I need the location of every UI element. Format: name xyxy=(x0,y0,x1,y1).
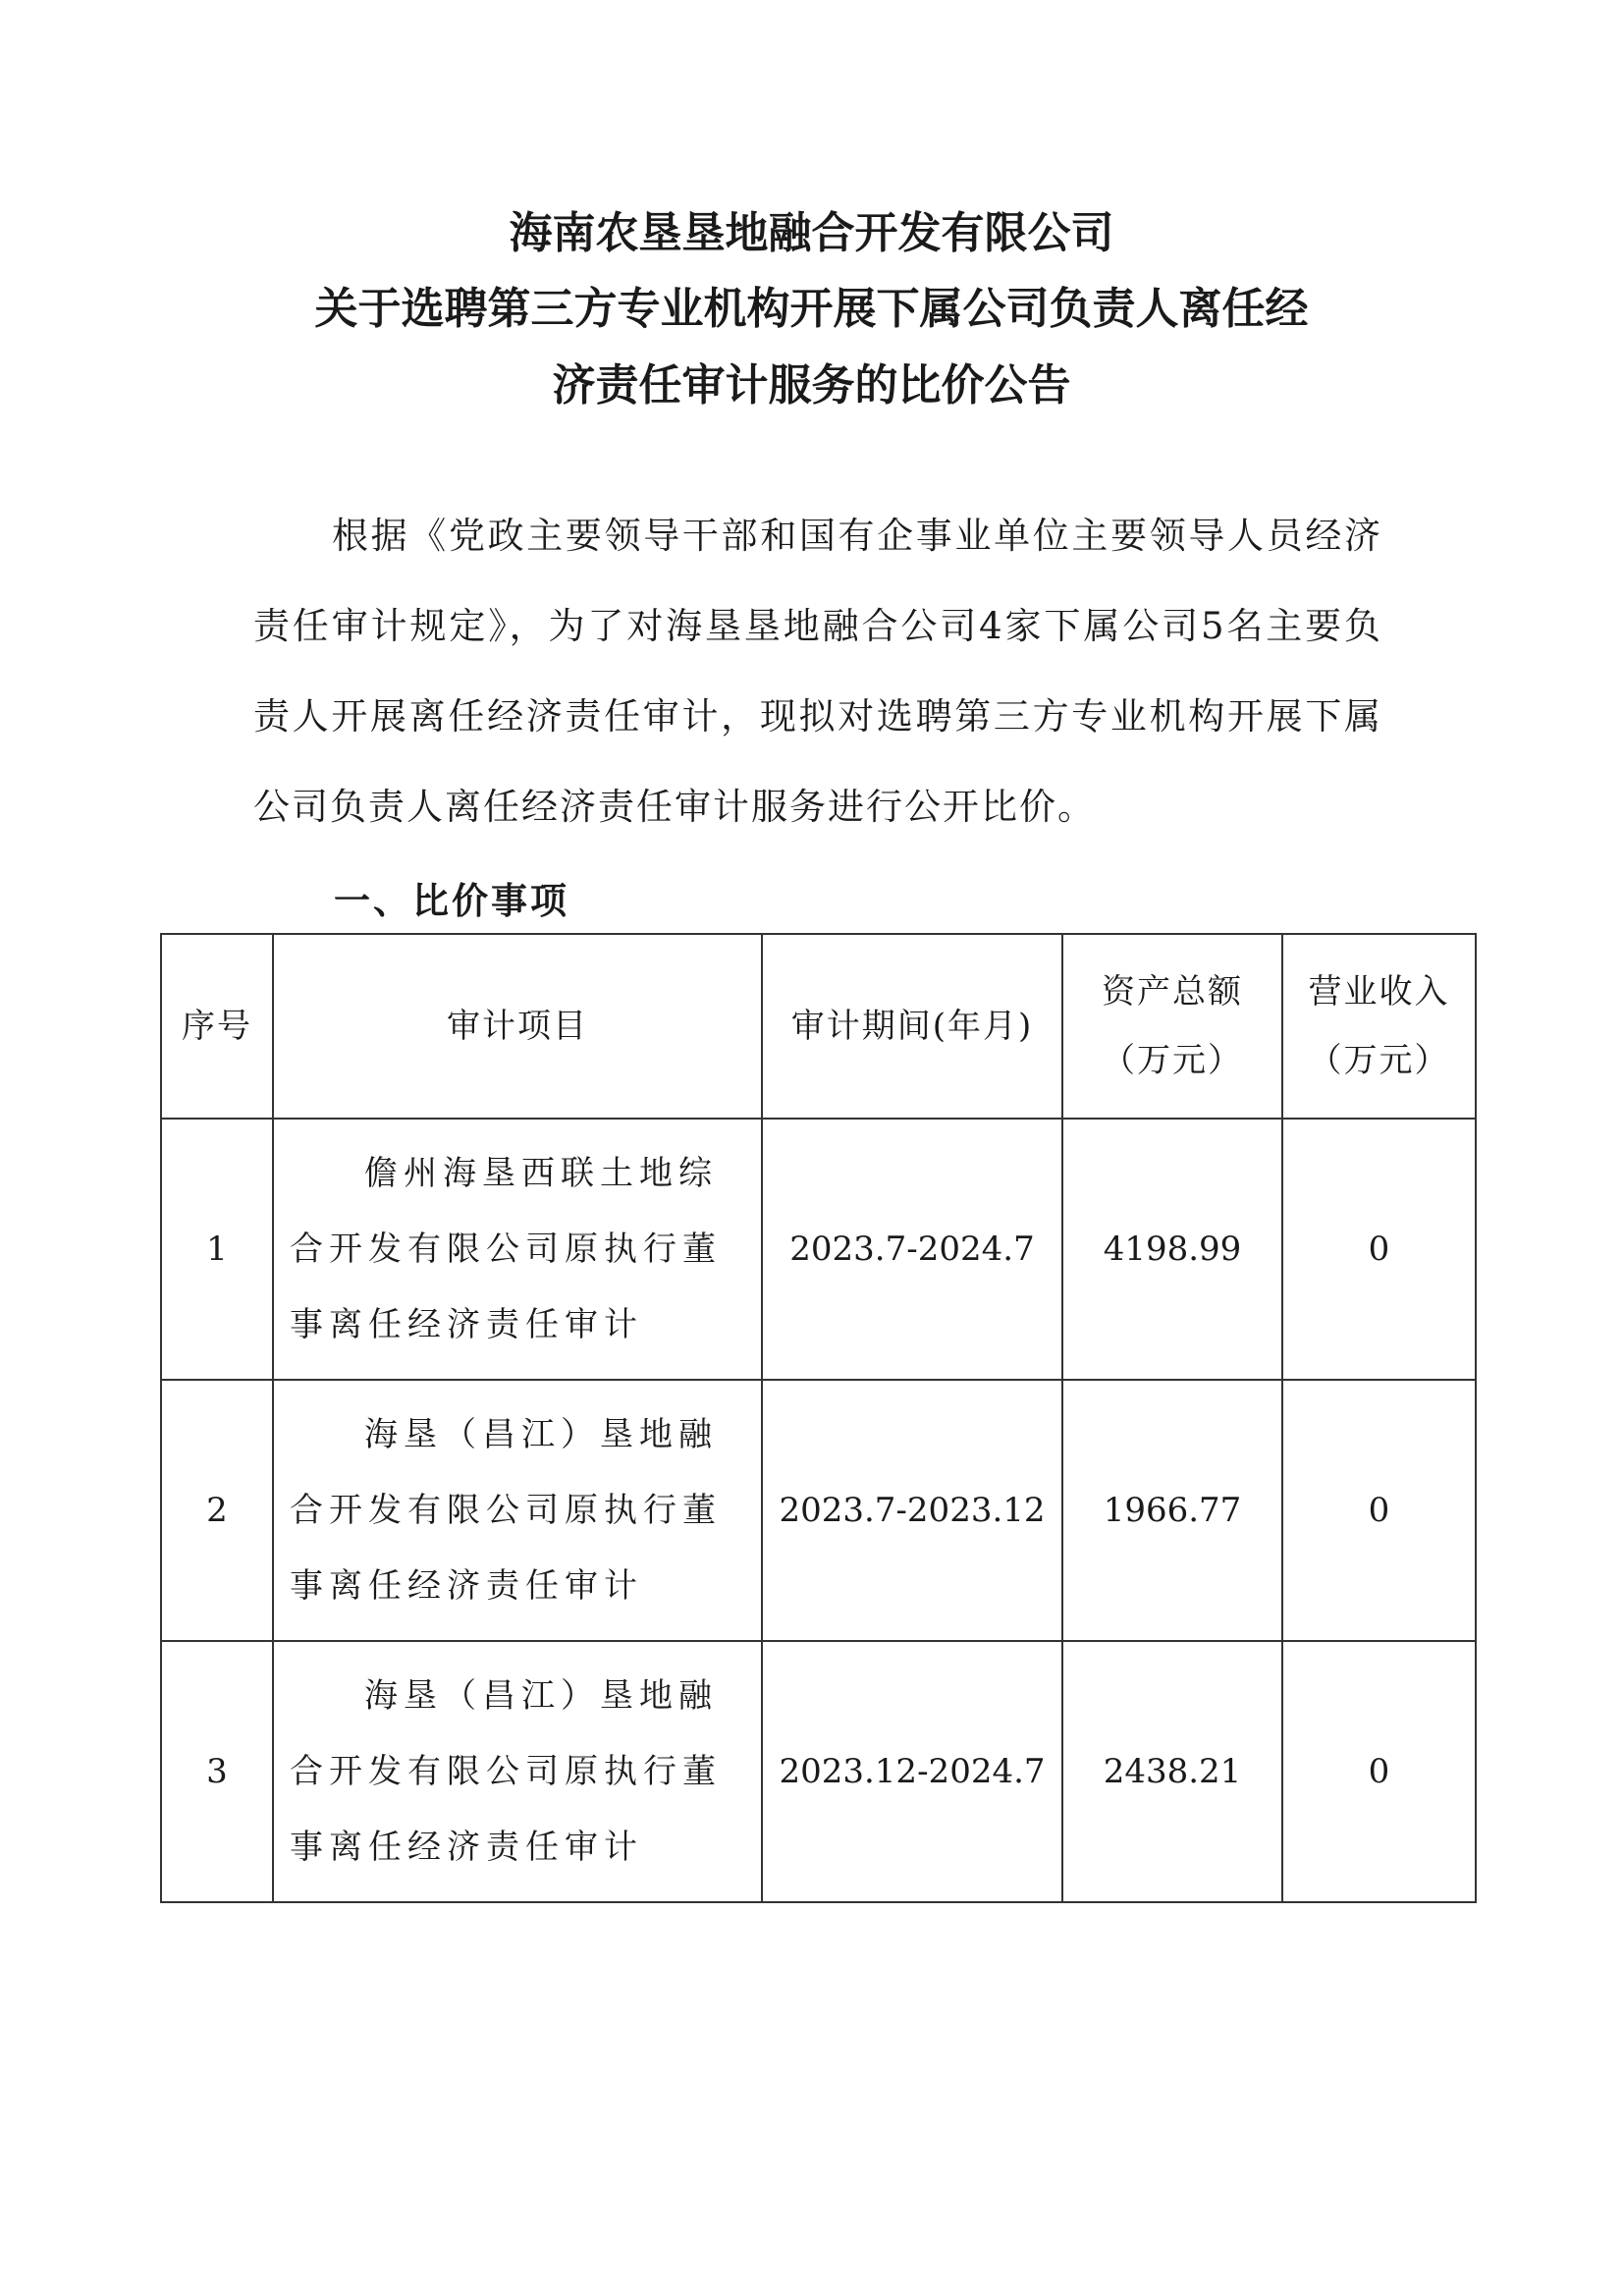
row-revenue: 0 xyxy=(1282,1380,1476,1641)
row-audit-period: 2023.12-2024.7 xyxy=(762,1641,1062,1902)
row-audit-period: 2023.7-2024.7 xyxy=(762,1119,1062,1380)
row-audit-item xyxy=(273,1641,762,1902)
row-revenue: 0 xyxy=(1282,1119,1476,1380)
row-audit-item xyxy=(273,1380,762,1641)
table-row xyxy=(161,1380,1476,1641)
row-audit-item-text: 儋州海垦西联土地综合开发有限公司原执行董事离任经济责任审计 xyxy=(290,1153,722,1344)
notice-title-line-3: 济责任审计服务的比价公告 xyxy=(552,360,1071,410)
row-index: 2 xyxy=(161,1380,273,1641)
notice-title-line-2: 关于选聘第三方专业机构开展下属公司负责人离任经 xyxy=(314,284,1309,334)
header-total-assets xyxy=(1062,934,1282,1119)
intro-text: 根据《党政主要领导干部和国有企事业单位主要领导人员经济责任审计规定》，为了对海垦垦地融合公司4家下属公司5名主要负责人开展离任经济责任审计，现拟对选聘第三方专业机构开展下属公司负责人离任经济责任审计服务进行公开比价。 xyxy=(253,515,1382,828)
table-row xyxy=(161,1119,1476,1380)
section-heading-comparison-items: 一、比价事项 xyxy=(334,880,569,922)
header-index: 序号 xyxy=(161,934,273,1119)
row-revenue: 0 xyxy=(1282,1641,1476,1902)
header-revenue-unit: （万元） xyxy=(1308,1041,1450,1080)
header-total-assets-unit: （万元） xyxy=(1102,1041,1243,1080)
row-audit-period: 2023.7-2023.12 xyxy=(762,1380,1062,1641)
header-total-assets-label: 资产总额 xyxy=(1102,972,1243,1011)
row-index: 3 xyxy=(161,1641,273,1902)
notice-title-line-1: 海南农垦垦地融合开发有限公司 xyxy=(509,208,1114,258)
row-audit-item-text: 海垦（昌江）垦地融合开发有限公司原执行董事离任经济责任审计 xyxy=(290,1414,722,1606)
header-revenue-label: 营业收入 xyxy=(1308,972,1450,1011)
audit-items-table xyxy=(160,933,1477,1903)
row-index: 1 xyxy=(161,1119,273,1380)
row-audit-item xyxy=(273,1119,762,1380)
header-revenue xyxy=(1282,934,1476,1119)
table-header-row xyxy=(161,934,1476,1119)
row-total-assets: 1966.77 xyxy=(1062,1380,1282,1641)
header-audit-period: 审计期间(年月) xyxy=(762,934,1062,1119)
header-audit-item: 审计项目 xyxy=(273,934,762,1119)
row-total-assets: 2438.21 xyxy=(1062,1641,1282,1902)
row-total-assets: 4198.99 xyxy=(1062,1119,1282,1380)
intro-paragraph xyxy=(253,491,1382,852)
row-audit-item-text: 海垦（昌江）垦地融合开发有限公司原执行董事离任经济责任审计 xyxy=(290,1675,722,1867)
table-row xyxy=(161,1641,1476,1902)
